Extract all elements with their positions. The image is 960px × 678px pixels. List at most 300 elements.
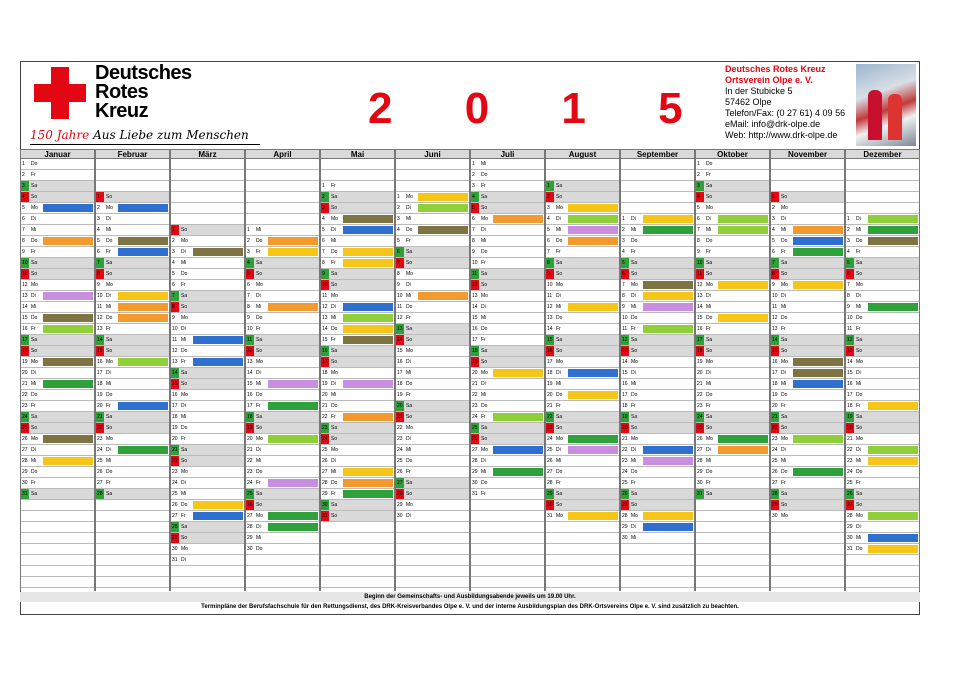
day-row: [246, 434, 319, 445]
event-bar[interactable]: [643, 446, 693, 454]
day-row: [246, 577, 319, 588]
day-row: [246, 357, 319, 368]
day-row: [771, 357, 844, 368]
day-row: [471, 225, 544, 236]
day-row: [846, 236, 919, 247]
day-number: 22: [772, 425, 778, 431]
day-number: 7: [247, 293, 250, 299]
weekday-label: Di: [406, 436, 411, 442]
day-row: [321, 192, 394, 203]
event-bar[interactable]: [868, 226, 918, 234]
day-row: [21, 445, 94, 456]
event-bar[interactable]: [43, 457, 93, 465]
day-number: 20: [472, 370, 478, 376]
day-number: 25: [772, 458, 778, 464]
day-number: 19: [397, 392, 403, 398]
day-number: 13: [322, 315, 328, 321]
day-number: 20: [322, 392, 328, 398]
event-bar[interactable]: [118, 314, 168, 322]
day-row: [21, 379, 94, 390]
day-number: 28: [472, 458, 478, 464]
day-row: [546, 269, 619, 280]
day-row: [546, 401, 619, 412]
weekday-label: Mi: [331, 238, 337, 244]
day-row: [96, 335, 169, 346]
weekday-label: So: [181, 381, 188, 387]
event-bar[interactable]: [268, 303, 318, 311]
event-bar[interactable]: [568, 391, 618, 399]
day-row: [696, 181, 769, 192]
event-bar[interactable]: [43, 204, 93, 212]
weekday-label: Sa: [781, 337, 788, 343]
day-number: 12: [97, 315, 103, 321]
weekday-label: Do: [256, 392, 263, 398]
day-row: [321, 313, 394, 324]
event-bar[interactable]: [343, 303, 393, 311]
day-row: [546, 335, 619, 346]
event-bar[interactable]: [118, 204, 168, 212]
weekday-label: Sa: [856, 337, 863, 343]
day-number: 29: [172, 535, 178, 541]
weekday-label: Sa: [556, 414, 563, 420]
event-bar[interactable]: [343, 325, 393, 333]
day-number: 11: [397, 304, 403, 310]
weekday-label: Di: [31, 370, 36, 376]
day-number: 24: [472, 414, 478, 420]
event-bar[interactable]: [118, 358, 168, 366]
day-row: [96, 544, 169, 555]
day-row: [96, 522, 169, 533]
day-row: [471, 489, 544, 500]
day-row: [396, 478, 469, 489]
day-number: 1: [622, 216, 625, 222]
event-bar[interactable]: [568, 204, 618, 212]
day-row: [546, 324, 619, 335]
weekday-label: Mo: [706, 436, 713, 442]
day-number: 30: [397, 513, 403, 519]
event-bar[interactable]: [43, 435, 93, 443]
day-row: [846, 313, 919, 324]
day-row: [96, 412, 169, 423]
event-bar[interactable]: [718, 314, 768, 322]
day-row: [21, 566, 94, 577]
weekday-label: Mo: [781, 436, 788, 442]
weekday-label: Mo: [331, 370, 338, 376]
weekday-label: Fr: [181, 436, 186, 442]
weekday-label: Do: [406, 304, 413, 310]
day-number: 20: [622, 425, 628, 431]
weekday-label: Di: [256, 524, 261, 530]
event-bar[interactable]: [793, 380, 843, 388]
event-bar[interactable]: [193, 501, 243, 509]
weekday-label: Mo: [481, 370, 488, 376]
address-web[interactable]: Web: http://www.drk-olpe.de: [725, 130, 838, 140]
weekday-label: Fr: [331, 414, 336, 420]
day-number: 3: [397, 216, 400, 222]
weekday-label: Do: [31, 392, 38, 398]
weekday-label: Sa: [256, 260, 263, 266]
day-row: [546, 159, 619, 170]
day-number: 22: [322, 414, 328, 420]
day-row: [96, 555, 169, 566]
weekday-label: Mo: [31, 205, 38, 211]
month-column: [245, 159, 320, 591]
weekday-label: Fr: [406, 469, 411, 475]
day-row: [171, 225, 244, 236]
weekday-label: Fr: [331, 491, 336, 497]
day-number: 5: [97, 238, 100, 244]
weekday-label: Fr: [781, 326, 786, 332]
day-number: 2: [847, 227, 850, 233]
event-bar[interactable]: [268, 512, 318, 520]
event-bar[interactable]: [868, 402, 918, 410]
day-row: [696, 533, 769, 544]
day-number: 16: [247, 392, 253, 398]
event-bar[interactable]: [718, 435, 768, 443]
day-number: 22: [697, 392, 703, 398]
weekday-label: Mi: [631, 458, 637, 464]
weekday-label: Do: [331, 403, 338, 409]
event-bar[interactable]: [568, 226, 618, 234]
day-number: 25: [22, 425, 28, 431]
day-row: [846, 445, 919, 456]
day-row: [846, 159, 919, 170]
month-header-6: Juni: [395, 149, 470, 159]
day-row: [471, 368, 544, 379]
event-bar[interactable]: [343, 380, 393, 388]
event-bar[interactable]: [568, 435, 618, 443]
event-bar[interactable]: [268, 380, 318, 388]
day-row: [246, 533, 319, 544]
event-bar[interactable]: [568, 237, 618, 245]
day-row: [621, 577, 694, 588]
day-row: [246, 555, 319, 566]
day-number: 14: [247, 370, 253, 376]
event-bar[interactable]: [43, 237, 93, 245]
day-row: [171, 170, 244, 181]
day-number: 4: [97, 227, 100, 233]
weekday-label: So: [556, 271, 563, 277]
event-bar[interactable]: [118, 402, 168, 410]
day-number: 5: [172, 271, 175, 277]
event-bar[interactable]: [493, 446, 543, 454]
event-bar[interactable]: [193, 512, 243, 520]
event-bar[interactable]: [643, 303, 693, 311]
event-bar[interactable]: [868, 534, 918, 542]
event-bar[interactable]: [343, 479, 393, 487]
event-bar[interactable]: [268, 237, 318, 245]
day-row: [846, 423, 919, 434]
day-row: [471, 500, 544, 511]
day-row: [21, 170, 94, 181]
day-number: 13: [547, 315, 553, 321]
day-number: 13: [247, 359, 253, 365]
weekday-label: So: [406, 260, 413, 266]
event-bar[interactable]: [718, 215, 768, 223]
day-row: [696, 401, 769, 412]
day-row: [21, 181, 94, 192]
event-bar[interactable]: [793, 226, 843, 234]
event-bar[interactable]: [343, 314, 393, 322]
day-row: [171, 577, 244, 588]
event-bar[interactable]: [868, 457, 918, 465]
event-bar[interactable]: [43, 380, 93, 388]
month-column: [170, 159, 245, 591]
day-row: [321, 566, 394, 577]
event-bar[interactable]: [793, 369, 843, 377]
weekday-label: Mo: [631, 359, 638, 365]
event-bar[interactable]: [868, 545, 918, 553]
weekday-label: Sa: [481, 348, 488, 354]
weekday-label: So: [706, 348, 713, 354]
event-bar[interactable]: [493, 369, 543, 377]
day-number: 17: [322, 359, 328, 365]
event-bar[interactable]: [643, 325, 693, 333]
event-bar[interactable]: [343, 215, 393, 223]
event-bar[interactable]: [568, 303, 618, 311]
weekday-label: Do: [631, 392, 638, 398]
day-number: 29: [472, 469, 478, 475]
day-row: [771, 577, 844, 588]
weekday-label: Do: [31, 469, 38, 475]
day-row: [471, 302, 544, 313]
event-bar[interactable]: [118, 248, 168, 256]
day-row: [771, 280, 844, 291]
day-row: [321, 203, 394, 214]
day-number: 30: [847, 535, 853, 541]
day-row: [546, 544, 619, 555]
day-row: [546, 423, 619, 434]
day-row: [696, 258, 769, 269]
event-bar[interactable]: [118, 292, 168, 300]
day-number: 27: [697, 447, 703, 453]
event-bar[interactable]: [418, 226, 468, 234]
event-bar[interactable]: [868, 446, 918, 454]
weekday-label: Di: [406, 513, 411, 519]
event-bar[interactable]: [193, 248, 243, 256]
weekday-label: Do: [331, 249, 338, 255]
event-bar[interactable]: [568, 215, 618, 223]
weekday-label: So: [331, 359, 338, 365]
day-row: [771, 214, 844, 225]
day-row: [846, 522, 919, 533]
day-number: 29: [547, 491, 553, 497]
day-row: [321, 269, 394, 280]
weekday-label: Fr: [481, 337, 486, 343]
event-bar[interactable]: [643, 457, 693, 465]
day-row: [696, 456, 769, 467]
day-row: [846, 577, 919, 588]
day-row: [771, 324, 844, 335]
day-row: [771, 170, 844, 181]
event-bar[interactable]: [268, 248, 318, 256]
event-bar[interactable]: [268, 523, 318, 531]
day-number: 19: [697, 359, 703, 365]
day-row: [246, 500, 319, 511]
event-bar[interactable]: [343, 226, 393, 234]
weekday-label: Di: [631, 524, 636, 530]
day-row: [546, 313, 619, 324]
event-bar[interactable]: [343, 336, 393, 344]
event-bar[interactable]: [493, 413, 543, 421]
weekday-label: So: [181, 458, 188, 464]
event-bar[interactable]: [268, 402, 318, 410]
day-row: [321, 346, 394, 357]
day-row: [771, 489, 844, 500]
day-row: [771, 379, 844, 390]
event-bar[interactable]: [418, 292, 468, 300]
day-row: [171, 489, 244, 500]
event-bar[interactable]: [118, 303, 168, 311]
event-bar[interactable]: [643, 226, 693, 234]
day-row: [96, 225, 169, 236]
event-bar[interactable]: [268, 435, 318, 443]
weekday-label: Sa: [31, 260, 38, 266]
event-bar[interactable]: [793, 248, 843, 256]
event-bar[interactable]: [718, 446, 768, 454]
event-bar[interactable]: [643, 281, 693, 289]
event-bar[interactable]: [343, 413, 393, 421]
day-number: 15: [772, 348, 778, 354]
day-row: [846, 412, 919, 423]
weekday-label: Mi: [631, 535, 637, 541]
event-bar[interactable]: [43, 292, 93, 300]
event-bar[interactable]: [118, 237, 168, 245]
weekday-label: Mo: [106, 359, 113, 365]
weekday-label: So: [856, 425, 863, 431]
event-bar[interactable]: [568, 369, 618, 377]
weekday-label: Mi: [181, 260, 187, 266]
event-bar[interactable]: [343, 468, 393, 476]
event-bar[interactable]: [193, 336, 243, 344]
event-bar[interactable]: [493, 215, 543, 223]
day-row: [21, 258, 94, 269]
day-row: [846, 555, 919, 566]
event-bar[interactable]: [643, 292, 693, 300]
day-row: [846, 324, 919, 335]
day-number: 23: [847, 458, 853, 464]
event-bar[interactable]: [868, 512, 918, 520]
event-bar[interactable]: [343, 248, 393, 256]
day-row: [471, 445, 544, 456]
day-row: [621, 247, 694, 258]
day-row: [21, 577, 94, 588]
day-number: 19: [622, 414, 628, 420]
day-row: [471, 467, 544, 478]
day-number: 15: [397, 348, 403, 354]
day-number: 11: [97, 304, 103, 310]
day-number: 25: [97, 458, 103, 464]
day-number: 14: [22, 304, 28, 310]
event-bar[interactable]: [118, 446, 168, 454]
event-bar[interactable]: [793, 435, 843, 443]
day-number: 17: [547, 359, 553, 365]
day-number: 30: [472, 480, 478, 486]
weekday-label: Sa: [631, 414, 638, 420]
day-number: 26: [397, 469, 403, 475]
day-row: [96, 533, 169, 544]
day-row: [621, 566, 694, 577]
event-bar[interactable]: [643, 523, 693, 531]
event-bar[interactable]: [43, 314, 93, 322]
day-number: 18: [397, 381, 403, 387]
weekday-label: Do: [856, 315, 863, 321]
event-bar[interactable]: [868, 215, 918, 223]
event-bar[interactable]: [568, 512, 618, 520]
day-number: 11: [622, 326, 628, 332]
event-bar[interactable]: [343, 490, 393, 498]
address-email[interactable]: eMail: info@drk-olpe.de: [725, 119, 821, 129]
day-number: 7: [547, 249, 550, 255]
event-bar[interactable]: [793, 358, 843, 366]
day-row: [171, 456, 244, 467]
day-number: 28: [697, 458, 703, 464]
day-row: [546, 467, 619, 478]
day-row: [171, 203, 244, 214]
day-number: 22: [547, 414, 553, 420]
event-bar[interactable]: [43, 358, 93, 366]
day-row: [321, 522, 394, 533]
day-number: 5: [547, 227, 550, 233]
event-bar[interactable]: [568, 446, 618, 454]
weekday-label: So: [181, 535, 188, 541]
day-row: [171, 522, 244, 533]
event-bar[interactable]: [718, 226, 768, 234]
event-bar[interactable]: [418, 193, 468, 201]
day-number: 15: [547, 337, 553, 343]
day-number: 17: [22, 337, 28, 343]
event-bar[interactable]: [793, 237, 843, 245]
weekday-label: Di: [481, 381, 486, 387]
day-number: 27: [847, 502, 853, 508]
day-number: 19: [847, 414, 853, 420]
weekday-label: Mo: [181, 469, 188, 475]
day-row: [171, 412, 244, 423]
weekday-label: Mi: [856, 535, 862, 541]
weekday-label: Fr: [106, 249, 111, 255]
day-number: 7: [22, 227, 25, 233]
event-bar[interactable]: [268, 479, 318, 487]
day-row: [321, 368, 394, 379]
day-number: 3: [22, 183, 25, 189]
event-bar[interactable]: [868, 237, 918, 245]
weekday-label: Di: [106, 293, 111, 299]
day-number: 12: [622, 337, 628, 343]
weekday-label: Mo: [181, 392, 188, 398]
event-bar[interactable]: [643, 215, 693, 223]
weekday-label: Di: [631, 293, 636, 299]
day-row: [546, 379, 619, 390]
weekday-label: Mo: [706, 282, 713, 288]
weekday-label: Mi: [781, 227, 787, 233]
event-bar[interactable]: [793, 468, 843, 476]
day-number: 11: [697, 271, 703, 277]
event-bar[interactable]: [43, 325, 93, 333]
event-bar[interactable]: [493, 468, 543, 476]
event-bar[interactable]: [343, 259, 393, 267]
event-bar[interactable]: [418, 204, 468, 212]
event-bar[interactable]: [793, 281, 843, 289]
day-number: 17: [622, 392, 628, 398]
weekday-label: So: [31, 425, 38, 431]
event-bar[interactable]: [868, 303, 918, 311]
weekday-label: Fr: [31, 249, 36, 255]
weekday-label: Sa: [31, 183, 38, 189]
day-number: 10: [547, 282, 553, 288]
event-bar[interactable]: [718, 281, 768, 289]
event-bar[interactable]: [643, 512, 693, 520]
event-bar[interactable]: [193, 358, 243, 366]
